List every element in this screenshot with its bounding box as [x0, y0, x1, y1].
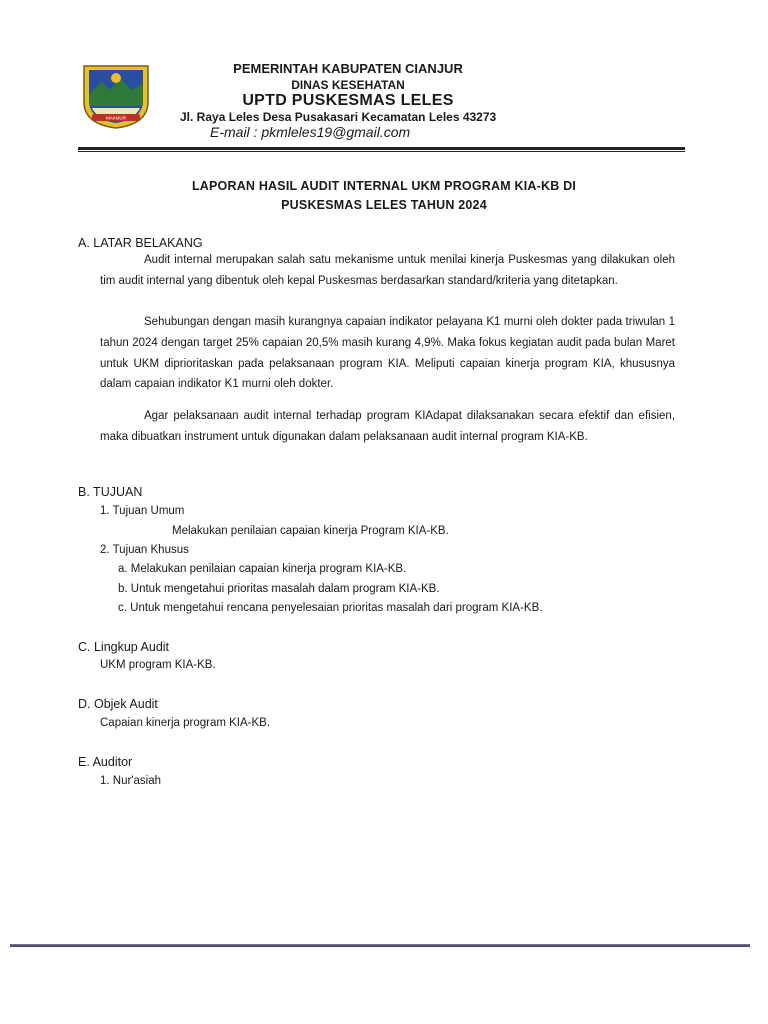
tujuan-umum-label: 1. Tujuan Umum — [100, 505, 185, 517]
footer-divider — [10, 944, 750, 947]
header-divider — [78, 147, 685, 150]
report-title-line2: PUSKESMAS LELES TAHUN 2024 — [281, 198, 487, 212]
header-address: Jl. Raya Leles Desa Pusakasari Kecamatan Leles 43273 — [180, 110, 497, 124]
section-a-paragraph-2: Sehubungan dengan masih kurangnya capaian indikator pelayana K1 murni oleh dokter pada triwulan 1 tahun 2024 dengan target 25% capaian 20,5% masih kurang 4,9%. Maka fokus kegiatan audit pada bulan Maret untuk UKM diprioritaskan pada pelaksanaan program KIA. Meliputi capaian kinerja program KIA, khususnya dalam capaian indikator K1 murni oleh dokter. — [100, 316, 675, 391]
tujuan-umum-text: Melakukan penilaian capaian kinerja Program KIA-KB. — [172, 525, 449, 537]
tujuan-khusus-item: c. Untuk mengetahui rencana penyelesaian prioritas masalah dari program KIA-KB. — [118, 602, 543, 614]
section-a-heading: A. LATAR BELAKANG — [78, 236, 203, 250]
header-government: PEMERINTAH KABUPATEN CIANJUR — [233, 61, 463, 76]
section-a-paragraph-3: Agar pelaksanaan audit internal terhadap program KIAdapat dilaksanakan secara efektif dan efisien, maka dibuatkan instrument untuk digunakan dalam pelaksanaan audit internal program KIA-KB. — [100, 410, 675, 443]
section-d-text: Capaian kinerja program KIA-KB. — [100, 717, 271, 729]
header-email: E-mail : pkmleles19@gmail.com — [210, 124, 411, 140]
header-department: DINAS KESEHATAN — [291, 78, 405, 92]
svg-text:MAKMUR: MAKMUR — [106, 115, 126, 121]
section-b-heading: B. TUJUAN — [78, 485, 143, 499]
header-divider-thin — [78, 151, 685, 152]
tujuan-khusus-label: 2. Tujuan Khusus — [100, 544, 189, 556]
section-d-heading: D. Objek Audit — [78, 697, 158, 711]
section-e-heading: E. Auditor — [78, 755, 133, 769]
section-c-text: UKM program KIA-KB. — [100, 659, 216, 671]
tujuan-khusus-item: b. Untuk mengetahui prioritas masalah dalam program KIA-KB. — [118, 583, 440, 595]
section-c-heading: C. Lingkup Audit — [78, 640, 170, 654]
tujuan-khusus-item: a. Melakukan penilaian capaian kinerja program KIA-KB. — [118, 563, 407, 575]
auditor-item: 1. Nur'asiah — [100, 775, 162, 787]
section-a-paragraph-1: Audit internal merupakan salah satu mekanisme untuk menilai kinerja Puskesmas yang dilakukan oleh tim audit internal yang dibentuk oleh kepal Puskesmas berdasarkan standard/kriteria yang ditetapkan. — [100, 254, 675, 287]
header-institution: UPTD PUSKESMAS LELES — [242, 92, 454, 109]
report-title-line1: LAPORAN HASIL AUDIT INTERNAL UKM PROGRAM KIA-KB DI — [191, 179, 577, 193]
